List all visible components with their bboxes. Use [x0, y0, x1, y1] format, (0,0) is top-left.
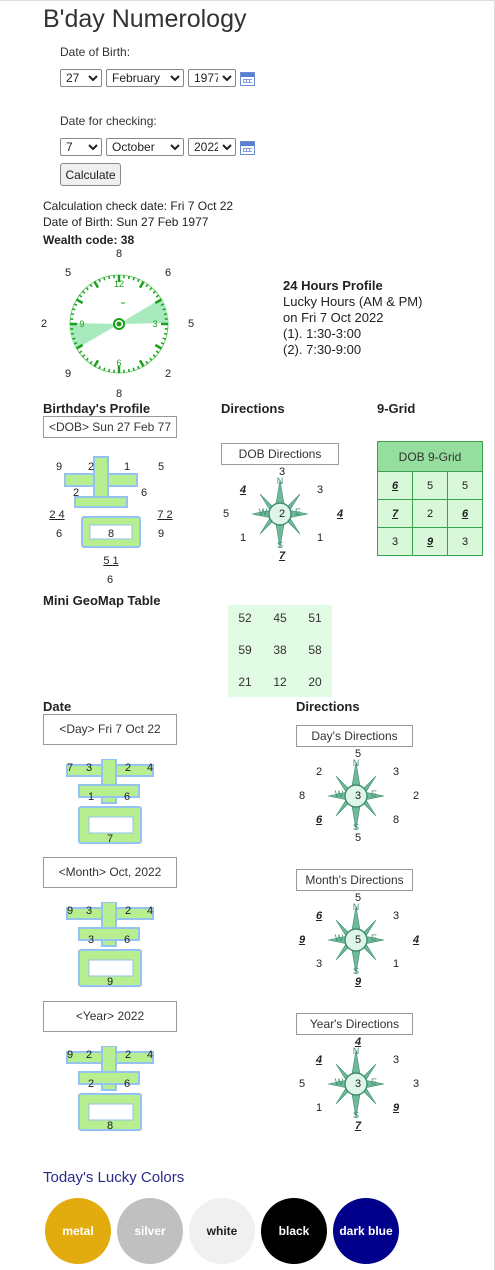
svg-text:6: 6 — [116, 358, 122, 368]
compass-num-w: 5 — [222, 508, 230, 520]
chart-num: 6 — [123, 1078, 131, 1090]
clock-bottom-num: 8 — [115, 388, 123, 400]
compass-num-ne: 3 — [392, 1054, 400, 1066]
profile-num: 1 — [123, 461, 131, 473]
compass-num-e: 4 — [412, 934, 420, 946]
grid-cell: 2 — [413, 500, 448, 528]
clock-lower-right-num: 2 — [164, 368, 172, 380]
chart-num: 6 — [123, 934, 131, 946]
calendar-icon[interactable] — [240, 141, 255, 155]
hours-profile-date: on Fri 7 Oct 2022 — [283, 310, 384, 325]
compass-letter-s: S — [352, 1110, 359, 1120]
compass-num-sw: 3 — [315, 958, 323, 970]
lucky-color-label: black — [278, 1224, 310, 1238]
lucky-color-circle — [333, 1198, 399, 1264]
geomap-cell: 38 — [273, 643, 287, 657]
compass-letter-s: S — [352, 822, 359, 832]
compass-num-s: 5 — [354, 832, 362, 844]
lucky-color-label: dark blue — [339, 1224, 393, 1238]
compass-letter-n: N — [352, 1046, 360, 1056]
dob-text: Date of Birth: Sun 27 Feb 1977 — [43, 215, 209, 229]
hours-profile-title: 24 Hours Profile — [283, 278, 383, 293]
chart-num: 8 — [106, 1120, 114, 1132]
svg-text:9: 9 — [79, 319, 85, 329]
compass-letter-w: W — [334, 789, 344, 799]
profile-num: 6 — [55, 528, 63, 540]
year-chart — [55, 1046, 165, 1138]
geomap-cell: 21 — [238, 675, 252, 689]
nine-grid-header: DOB 9-Grid — [378, 442, 483, 472]
wealth-clock — [38, 246, 203, 401]
compass-num-center: 3 — [354, 790, 362, 802]
calculate-button[interactable]: Calculate — [60, 163, 121, 186]
profile-num: 2 — [87, 461, 95, 473]
dob-profile-chart — [43, 451, 183, 591]
clock-left-num: 2 — [40, 318, 48, 330]
chart-num: 6 — [123, 791, 131, 803]
date-section-title: Date — [43, 699, 72, 714]
compass-num-sw: 1 — [315, 1102, 323, 1114]
directions-title: Directions — [221, 401, 285, 416]
hours-profile-details — [283, 294, 422, 358]
compass-letter-s: S — [352, 966, 359, 976]
chart-num: 9 — [66, 1049, 74, 1061]
dob-label: Date of Birth: — [60, 45, 131, 59]
compass-num-w: 5 — [298, 1078, 306, 1090]
compass-letter-w: W — [258, 507, 268, 517]
svg-text:12: 12 — [113, 279, 125, 289]
year-box: <Year> 2022 — [43, 1001, 177, 1032]
compass-num-n: 5 — [354, 748, 362, 760]
grid-cell: 6 — [448, 500, 483, 528]
compass-num-ne: 3 — [392, 910, 400, 922]
lucky-color-label: silver — [134, 1224, 166, 1238]
compass-num-w: 8 — [298, 790, 306, 802]
dob-year-select[interactable] — [188, 69, 236, 87]
compass-letter-s: S — [276, 540, 283, 550]
chart-num: 7 — [66, 762, 74, 774]
chart-num: 9 — [106, 976, 114, 988]
compass-num-n: 5 — [354, 892, 362, 904]
chart-num: 3 — [85, 905, 93, 917]
lucky-color-circle — [189, 1198, 255, 1264]
dob-day-select[interactable] — [60, 69, 102, 87]
lucky-colors-title: Today's Lucky Colors — [43, 1169, 185, 1186]
compass-letter-n: N — [352, 758, 360, 768]
lucky-color-circle — [117, 1198, 183, 1264]
chart-num: 3 — [85, 762, 93, 774]
profile-num: 6 — [106, 574, 114, 586]
compass-letter-w: W — [334, 1077, 344, 1087]
geomap-cell: 20 — [308, 675, 322, 689]
day-chart — [55, 759, 165, 851]
month-box: <Month> Oct, 2022 — [43, 857, 177, 888]
lucky-color-circle — [45, 1198, 111, 1264]
profile-num: 7 2 — [157, 509, 173, 521]
compass-num-sw: 1 — [239, 532, 247, 544]
chart-num: 2 — [85, 1049, 93, 1061]
year-directions-box: Year's Directions — [296, 1013, 413, 1035]
geomap-cell: 52 — [238, 611, 252, 625]
chart-num: 2 — [124, 1049, 132, 1061]
chart-num: 4 — [146, 762, 154, 774]
geomap-cell: 51 — [308, 611, 322, 625]
day-compass — [290, 746, 420, 846]
page-title: B'day Numerology — [43, 5, 247, 33]
compass-num-ne: 3 — [392, 766, 400, 778]
geomap-cell: 45 — [273, 611, 287, 625]
check-month-select[interactable] — [106, 138, 184, 156]
compass-num-e: 4 — [336, 508, 344, 520]
chart-num: 4 — [146, 905, 154, 917]
compass-num-se: 8 — [392, 814, 400, 826]
wealth-code: Wealth code: 38 — [43, 233, 135, 247]
compass-letter-w: W — [334, 933, 344, 943]
year-compass — [290, 1034, 420, 1134]
profile-num: 9 — [157, 528, 165, 540]
compass-letter-e: E — [370, 789, 377, 799]
check-day-select[interactable] — [60, 138, 102, 156]
chart-num: 4 — [146, 1049, 154, 1061]
compass-num-nw: 4 — [239, 484, 247, 496]
profile-num: 2 — [72, 487, 80, 499]
geomap-cell: 12 — [273, 675, 287, 689]
chart-num: 1 — [87, 791, 95, 803]
grid-cell: 6 — [378, 472, 413, 500]
profile-num: 9 — [55, 461, 63, 473]
compass-num-n: 4 — [354, 1036, 362, 1048]
grid-cell: 5 — [413, 472, 448, 500]
chart-num: 2 — [124, 905, 132, 917]
month-directions-box: Month's Directions — [296, 869, 413, 891]
dob-directions-box: DOB Directions — [221, 443, 339, 465]
check-date-text: Calculation check date: Fri 7 Oct 22 — [43, 199, 234, 213]
compass-letter-e: E — [294, 507, 301, 517]
profile-num: 8 — [107, 528, 115, 540]
compass-num-nw: 4 — [315, 1054, 323, 1066]
compass-num-nw: 6 — [315, 910, 323, 922]
compass-num-se: 1 — [316, 532, 324, 544]
clock-top-num: 8 — [115, 248, 123, 260]
chart-num: 2 — [124, 762, 132, 774]
compass-num-center: 3 — [354, 1078, 362, 1090]
compass-num-w: 9 — [298, 934, 306, 946]
grid-cell: 3 — [378, 528, 413, 556]
profile-num: 6 — [140, 487, 148, 499]
calendar-icon[interactable] — [240, 72, 255, 86]
profile-num: 5 — [157, 461, 165, 473]
compass-letter-n: N — [352, 902, 360, 912]
grid-cell: 5 — [448, 472, 483, 500]
nine-grid-table — [377, 441, 483, 556]
chart-num: 9 — [66, 905, 74, 917]
directions2-title: Directions — [296, 699, 360, 714]
profile-num: 2 4 — [49, 509, 65, 521]
compass-letter-e: E — [370, 1077, 377, 1087]
clock-upper-left-num: 5 — [64, 267, 72, 279]
compass-num-s: 7 — [278, 550, 286, 562]
compass-num-se: 1 — [392, 958, 400, 970]
clock-right-num: 5 — [187, 318, 195, 330]
dob-profile-box: <DOB> Sun 27 Feb 77 — [43, 416, 177, 438]
compass-num-center: 5 — [354, 934, 362, 946]
grid-cell: 9 — [413, 528, 448, 556]
compass-letter-e: E — [370, 933, 377, 943]
month-chart — [55, 902, 165, 994]
day-directions-box: Day's Directions — [296, 725, 413, 747]
chart-num: 7 — [106, 833, 114, 845]
compass-num-sw: 6 — [315, 814, 323, 826]
geomap-table — [228, 605, 332, 697]
chart-num: 3 — [87, 934, 95, 946]
clock-upper-right-num: 6 — [164, 267, 172, 279]
birthday-profile-title: Birthday's Profile — [43, 401, 151, 416]
grid-cell: 3 — [448, 528, 483, 556]
compass-num-se: 9 — [392, 1102, 400, 1114]
compass-num-nw: 2 — [315, 766, 323, 778]
svg-text:3: 3 — [152, 319, 158, 329]
lucky-color-label: white — [206, 1224, 238, 1238]
geomap-cell: 59 — [238, 643, 252, 657]
lucky-color-label: metal — [62, 1224, 94, 1238]
check-date-label: Date for checking: — [60, 114, 157, 128]
compass-num-ne: 3 — [316, 484, 324, 496]
compass-num-n: 3 — [278, 466, 286, 478]
compass-letter-n: N — [276, 476, 284, 486]
profile-num: 5 1 — [103, 555, 119, 567]
chart-num: 2 — [87, 1078, 95, 1090]
compass-num-s: 7 — [354, 1120, 362, 1132]
nine-grid-title: 9-Grid — [377, 401, 416, 416]
clock-lower-left-num: 9 — [64, 368, 72, 380]
lucky-color-circle — [261, 1198, 327, 1264]
hours-profile-slot: (1). 1:30-3:00 — [283, 326, 362, 341]
compass-num-center: 2 — [278, 508, 286, 520]
compass-num-e: 3 — [412, 1078, 420, 1090]
hours-profile-slot: (2). 7:30-9:00 — [283, 342, 362, 357]
compass-num-s: 9 — [354, 976, 362, 988]
compass-num-e: 2 — [412, 790, 420, 802]
grid-cell: 7 — [378, 500, 413, 528]
dob-month-select[interactable] — [106, 69, 184, 87]
hours-profile-subtitle: Lucky Hours (AM & PM) — [283, 294, 423, 309]
day-box: <Day> Fri 7 Oct 22 — [43, 714, 177, 745]
check-year-select[interactable] — [188, 138, 236, 156]
month-compass — [290, 890, 420, 990]
geomap-cell: 58 — [308, 643, 322, 657]
dob-compass — [214, 464, 344, 564]
geomap-title: Mini GeoMap Table — [43, 593, 161, 608]
